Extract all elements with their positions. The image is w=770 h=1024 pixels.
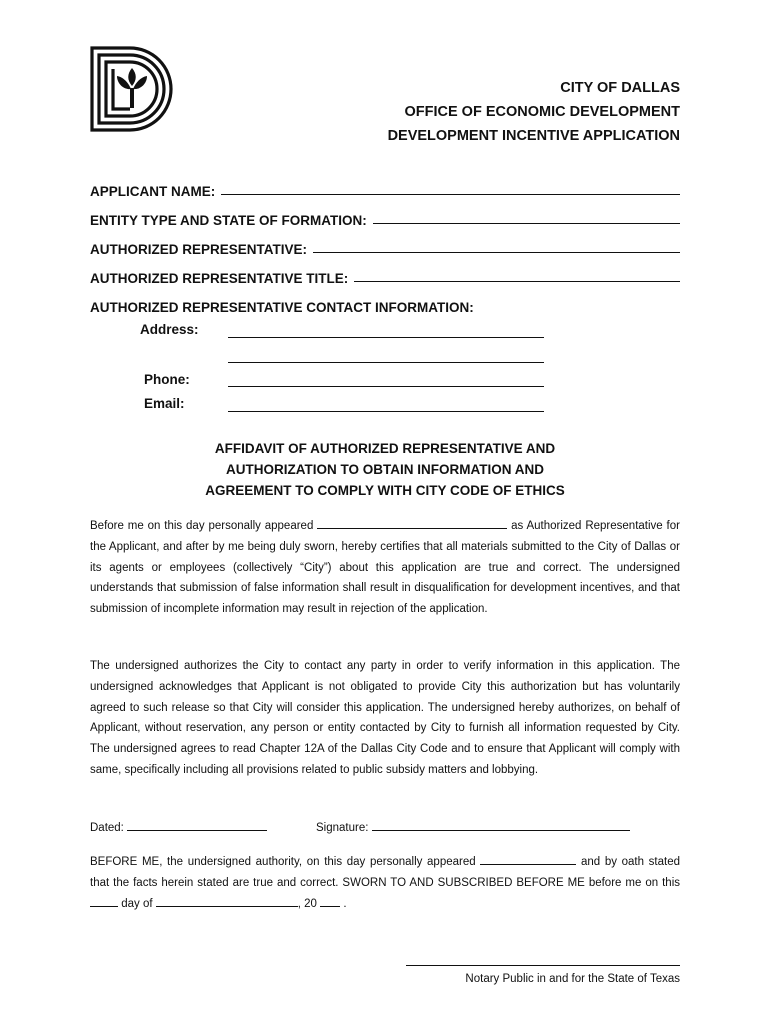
certification-paragraph	[90, 516, 680, 620]
email-label: Email:	[144, 396, 185, 411]
notary-text-4: , 20	[297, 897, 317, 910]
certification-text-rest: as Authorized Representative for the Applicant, and after by me being duly sworn, hereby certifies that all materials submitted to the City of Dallas or its agents or employees (collectively “City”) about this application are true and correct. The undersigned understands that submission of false information shall result in disqualification for development incentives, and that submission of incomplete information may result in rejection of the application.	[90, 520, 680, 616]
document-header	[388, 76, 680, 148]
entity-type-field[interactable]	[373, 223, 680, 224]
notary-day-blank[interactable]	[90, 894, 118, 907]
notary-public-label: Notary Public in and for the State of Texas	[465, 973, 680, 985]
notary-year-blank[interactable]	[320, 894, 340, 907]
applicant-name-field[interactable]	[221, 194, 680, 195]
phone-field[interactable]	[228, 386, 544, 387]
notary-text-3: day of	[121, 897, 153, 910]
appeared-name-blank[interactable]	[317, 516, 507, 529]
affidavit-title-line-1: AFFIDAVIT OF AUTHORIZED REPRESENTATIVE AND	[214, 441, 556, 456]
affidavit-title	[0, 438, 770, 501]
authorized-representative-field[interactable]	[313, 252, 680, 253]
affidavit-title-line-2: AUTHORIZATION TO OBTAIN INFORMATION AND	[226, 462, 544, 477]
notary-text-2: and by oath stated that the facts herein stated are true and correct. SWORN TO AND SUBSCRIBED BEFORE ME before me on this	[90, 856, 680, 889]
applicant-name-label: APPLICANT NAME:	[90, 184, 216, 199]
representative-title-field[interactable]	[354, 281, 680, 282]
contact-information-label: AUTHORIZED REPRESENTATIVE CONTACT INFORMATION:	[90, 300, 474, 315]
city-of-dallas-logo	[90, 46, 174, 132]
representative-title-row	[90, 257, 680, 286]
entity-type-label: ENTITY TYPE AND STATE OF FORMATION:	[90, 213, 367, 228]
phone-label: Phone:	[144, 372, 190, 387]
certification-text-start: Before me on this day personally appeared	[90, 520, 314, 532]
address-field-line-2[interactable]	[228, 362, 544, 363]
header-line-office: OFFICE OF ECONOMIC DEVELOPMENT	[404, 104, 680, 120]
affidavit-title-line-3: AGREEMENT TO COMPLY WITH CITY CODE OF ETHICS	[205, 483, 565, 498]
entity-type-row	[90, 199, 680, 228]
applicant-fields	[90, 170, 680, 315]
header-line-application: DEVELOPMENT INCENTIVE APPLICATION	[387, 128, 680, 144]
dated-label: Dated:	[90, 822, 124, 834]
notary-paragraph	[90, 852, 680, 914]
header-line-city: CITY OF DALLAS	[560, 80, 680, 96]
notary-month-blank[interactable]	[156, 894, 298, 907]
notary-text-1: BEFORE ME, the undersigned authority, on this day personally appeared	[90, 856, 476, 868]
notary-text-5: .	[343, 897, 347, 910]
signature-label: Signature:	[316, 822, 369, 834]
email-field[interactable]	[228, 411, 544, 412]
representative-title-label: AUTHORIZED REPRESENTATIVE TITLE:	[90, 271, 349, 286]
authorized-representative-row	[90, 228, 680, 257]
notary-appeared-blank[interactable]	[480, 852, 576, 865]
signature-field[interactable]	[372, 818, 630, 831]
address-label: Address:	[140, 322, 199, 337]
contact-information-row	[90, 286, 680, 315]
notary-signature-field[interactable]	[406, 965, 680, 966]
dated-row	[90, 818, 267, 834]
applicant-name-row	[90, 170, 680, 199]
authorization-paragraph: The undersigned authorizes the City to contact any party in order to verify information in this application. The undersigned acknowledges that Applicant is not obligated to provide City this authorization but has voluntarily agreed to such release so that City will consider this application. The undersigned hereby authorizes, on behalf of Applicant, without reservation, any person or entity contacted by City to furnish all information requested by City. The undersigned agrees to read Chapter 12A of the Dallas City Code and to ensure that Applicant will comply with same, specifically including all provisions related to public subsidy matters and lobbying.	[90, 660, 680, 776]
dated-field[interactable]	[127, 818, 267, 831]
signature-row	[316, 818, 630, 834]
address-field-line-1[interactable]	[228, 337, 544, 338]
authorized-representative-label: AUTHORIZED REPRESENTATIVE:	[90, 242, 308, 257]
